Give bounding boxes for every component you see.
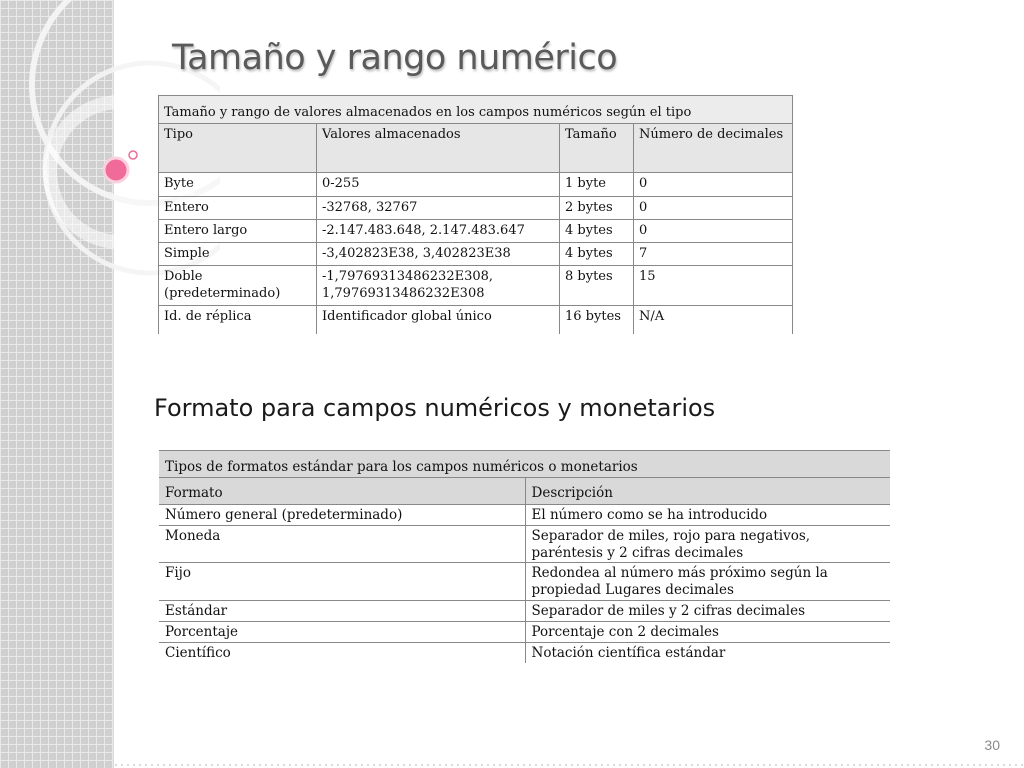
- table-row: [159, 642, 890, 662]
- number-formats-table: [159, 450, 890, 663]
- table-cell: 1 byte: [560, 173, 634, 196]
- table-row: [159, 219, 793, 242]
- table-cell: Simple: [159, 243, 317, 266]
- numeric-size-range-table: [158, 95, 793, 334]
- table-cell: Porcentaje: [159, 622, 525, 643]
- table-row: [159, 563, 890, 601]
- table-cell: 0: [634, 173, 793, 196]
- table-cell: -3,402823E38, 3,402823E38: [317, 243, 560, 266]
- table-cell: Porcentaje con 2 decimales: [525, 622, 890, 643]
- table-caption-row: [159, 451, 890, 478]
- table-cell: 2 bytes: [560, 196, 634, 219]
- table-cell: 0: [634, 219, 793, 242]
- column-header: Tamaño: [560, 124, 634, 173]
- table-cell: 7: [634, 243, 793, 266]
- table-cell: Separador de miles y 2 cifras decimales: [525, 601, 890, 622]
- table-cell: 15: [634, 266, 793, 306]
- table-cell: -1,79769313486232E308, 1,79769313486232E308: [317, 266, 560, 306]
- table-row: [159, 305, 793, 334]
- table-row: [159, 622, 890, 643]
- section-subtitle: Formato para campos numéricos y monetarios: [154, 394, 716, 422]
- column-header: Valores almacenados: [317, 124, 560, 173]
- decorative-grid-panel: [0, 0, 114, 768]
- table-cell: N/A: [634, 305, 793, 334]
- table-cell: Byte: [159, 173, 317, 196]
- table-row: [159, 601, 890, 622]
- table-cell: Moneda: [159, 525, 525, 563]
- table-cell: 16 bytes: [560, 305, 634, 334]
- table-cell: Identificador global único: [317, 305, 560, 334]
- table-cell: Id. de réplica: [159, 305, 317, 334]
- table-row: [159, 173, 793, 196]
- table-row: [159, 266, 793, 306]
- table-cell: 0: [634, 196, 793, 219]
- table-header-row: [159, 477, 890, 504]
- table-caption: Tipos de formatos estándar para los campos numéricos o monetarios: [159, 451, 890, 478]
- table-cell: Redondea al número más próximo según la propiedad Lugares decimales: [525, 563, 890, 601]
- table-header-row: [159, 124, 793, 173]
- table-cell: -32768, 32767: [317, 196, 560, 219]
- table-cell: 4 bytes: [560, 219, 634, 242]
- column-header: Número de decimales: [634, 124, 793, 173]
- table-cell: Separador de miles, rojo para negativos, paréntesis y 2 cifras decimales: [525, 525, 890, 563]
- table-caption: Tamaño y rango de valores almacenados en los campos numéricos según el tipo: [159, 96, 793, 124]
- table-cell: Estándar: [159, 601, 525, 622]
- table-cell: Científico: [159, 642, 525, 662]
- column-header: Formato: [159, 477, 525, 504]
- table-caption-row: [159, 96, 793, 124]
- pink-dot-small: [129, 151, 137, 159]
- table-cell: Entero: [159, 196, 317, 219]
- table-cell: -2.147.483.648, 2.147.483.647: [317, 219, 560, 242]
- table-row: [159, 243, 793, 266]
- table-cell: Doble (predeterminado): [159, 266, 317, 306]
- decorative-bottom-strip: [113, 762, 1024, 768]
- table-cell: Fijo: [159, 563, 525, 601]
- table-cell: Notación científica estándar: [531, 644, 726, 661]
- table-row: [159, 525, 890, 563]
- table-cell: Número general (predeterminado): [159, 504, 525, 525]
- table-cell: 8 bytes: [560, 266, 634, 306]
- table-cell: 4 bytes: [560, 243, 634, 266]
- table-cell: El número como se ha introducido: [525, 504, 890, 525]
- table-row: [159, 504, 890, 525]
- table-cell: 0-255: [317, 173, 560, 196]
- table-row: [159, 196, 793, 219]
- table-cell: Entero largo: [159, 219, 317, 242]
- column-header: Descripción: [525, 477, 890, 504]
- column-header: Tipo: [159, 124, 317, 173]
- page-title: Tamaño y rango numérico: [172, 38, 618, 78]
- page-number: 30: [984, 737, 1000, 753]
